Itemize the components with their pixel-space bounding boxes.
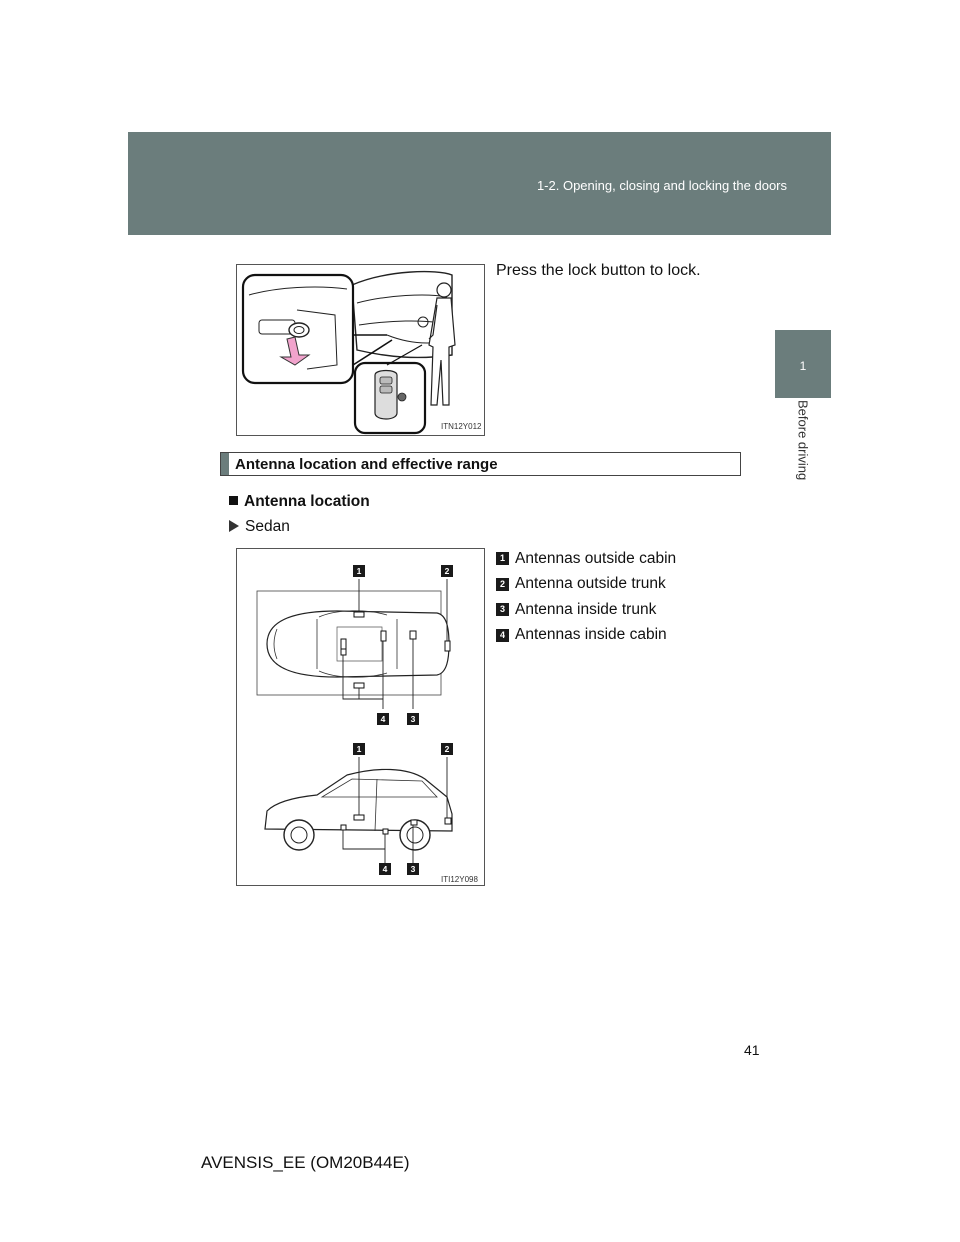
triangle-bullet-icon xyxy=(229,520,239,532)
legend-label: Antenna inside trunk xyxy=(515,600,657,618)
model-line xyxy=(229,518,290,536)
section-title-header: 1-2. Opening, closing and locking the doors xyxy=(536,178,787,193)
lock-button-figure xyxy=(236,264,485,436)
legend-number-badge: 1 xyxy=(496,552,509,565)
legend-number-badge: 3 xyxy=(496,603,509,616)
figure-code-top: ITN12Y012 xyxy=(441,422,482,431)
legend-item xyxy=(496,572,676,598)
section-accent xyxy=(221,453,229,475)
chapter-label: Before driving xyxy=(795,400,811,481)
antenna-diagram xyxy=(237,549,484,885)
legend-label: Antenna outside trunk xyxy=(515,575,666,593)
header-band xyxy=(128,132,831,235)
section-heading xyxy=(220,452,741,476)
callout-3-top: 3 xyxy=(407,713,419,725)
subsection-title: Antenna location xyxy=(244,493,370,510)
chapter-number: 1 xyxy=(799,359,807,373)
antenna-legend xyxy=(496,546,676,648)
legend-item xyxy=(496,623,676,649)
subsection-heading xyxy=(229,493,370,511)
callout-1-side: 1 xyxy=(353,743,365,755)
legend-number-badge: 4 xyxy=(496,629,509,642)
model-label: Sedan xyxy=(245,518,290,535)
figure-code-bottom: ITI12Y098 xyxy=(441,875,478,884)
legend-label: Antennas inside cabin xyxy=(515,626,667,644)
chapter-label-area xyxy=(775,398,831,508)
square-bullet-icon xyxy=(229,496,238,505)
chapter-tab xyxy=(775,330,831,398)
legend-item xyxy=(496,597,676,623)
callout-1-top: 1 xyxy=(353,565,365,577)
callout-3-side: 3 xyxy=(407,863,419,875)
legend-item xyxy=(496,546,676,572)
antenna-location-figure xyxy=(236,548,485,886)
legend-number-badge: 2 xyxy=(496,578,509,591)
callout-4-top: 4 xyxy=(377,713,389,725)
footer-model-code: AVENSIS_EE (OM20B44E) xyxy=(201,1153,410,1172)
lock-instruction: Press the lock button to lock. xyxy=(496,262,701,279)
legend-label: Antennas outside cabin xyxy=(515,549,677,567)
callout-2-top: 2 xyxy=(441,565,453,577)
section-title: Antenna location and effective range xyxy=(235,456,498,473)
callout-4-side: 4 xyxy=(379,863,391,875)
trunk-lock-illustration xyxy=(237,265,484,435)
callout-2-side: 2 xyxy=(441,743,453,755)
page-number: 41 xyxy=(744,1042,760,1058)
